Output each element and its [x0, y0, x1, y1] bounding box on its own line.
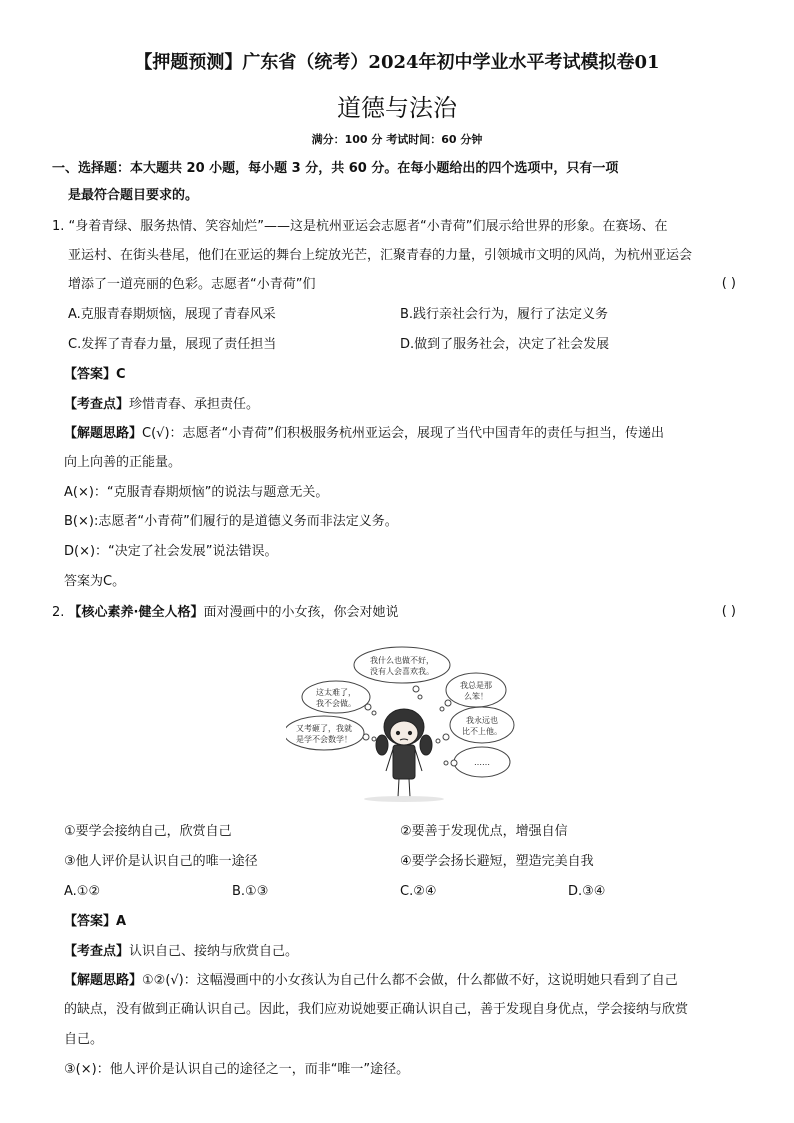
section-heading-line-2: 是最符合题目要求的。 [68, 188, 199, 203]
q1-analysis-line-2: 向上向善的正能量。 [64, 455, 182, 470]
bubble-6-text: …… [474, 758, 490, 767]
ground-shadow [364, 796, 444, 802]
q1-option-a: A.克服青春期烦恼，展现了青春风采 [68, 307, 276, 322]
q1-point-text: 珍惜青春、承担责任。 [129, 397, 260, 412]
q1-stem-line-1: 1. “身着青绿、服务热情、笑容灿烂”——这是杭州亚运会志愿者“小青荷”们展示给世界的形象。在赛场、在 [52, 219, 668, 234]
thought-bubble-4 [286, 716, 364, 750]
q2-option-b: B.①③ [232, 884, 269, 899]
q2-analysis-line-3: 自己。 [64, 1032, 104, 1047]
q1-option-d-analysis: D(×)：“决定了社会发展”说法错误。 [64, 544, 278, 559]
q2-stem-text: 面对漫画中的小女孩，你会对她说 [203, 605, 399, 620]
section-heading-line-1: 一、选择题：本大题共 20 小题，每小题 3 分，共 60 分。在每小题给出的四个选项中，只有一项 [52, 161, 619, 176]
q2-analysis-line-1 [64, 972, 678, 990]
bubble-2-line-1: 这太难了， [316, 688, 356, 697]
q1-stem-line-3: 增添了一道亮丽的色彩。志愿者“小青荷”们 [68, 277, 316, 292]
q2-point-label: 【考查点】 [64, 944, 130, 959]
bubble-5-line-2: 比不上他。 [462, 727, 502, 736]
q2-answer-paren: ( ) [721, 604, 736, 619]
q2-statement-2: ②要善于发现优点，增强自信 [400, 824, 568, 839]
q2-option-d: D.③④ [568, 884, 606, 899]
q1-option-b: B.践行亲社会行为，履行了法定义务 [400, 307, 609, 322]
bubble-3-line-2: 么笨！ [464, 692, 488, 701]
q2-statement-1: ①要学会接纳自己，欣赏自己 [64, 824, 232, 839]
q1-answer: 【答案】C [64, 367, 126, 382]
thought-bubble-2 [302, 681, 370, 713]
q1-option-b-analysis: B(×):志愿者“小青荷”们履行的是道德义务而非法定义务。 [64, 514, 398, 529]
bubble-4-line-1: 又考砸了，我就 [296, 724, 352, 733]
girl-figure [376, 709, 432, 797]
bubble-2-line-2: 我不会做。 [316, 699, 356, 708]
exam-title: 【押题预测】广东省（统考）2024年初中学业水平考试模拟卷01 [134, 52, 660, 73]
q1-option-a-analysis: A(×)：“克服青春期烦恼”的说法与题意无关。 [64, 485, 329, 500]
q2-analysis-text: ①②(√)：这幅漫画中的小女孩认为自己什么都不会做，什么都做不好，这说明她只看到了自己 [142, 973, 678, 988]
q2-point [64, 943, 298, 961]
q1-answer-paren: ( ) [721, 276, 736, 291]
q2-stem [52, 604, 399, 622]
girl-cartoon-illustration [286, 645, 522, 805]
q1-analysis-line-1 [64, 425, 664, 443]
bubble-1-line-1: 我什么也做不好， [370, 656, 434, 665]
thought-bubble-1 [354, 647, 450, 683]
q2-number: 2. [52, 605, 69, 620]
q2-tag: 【核心素养·健全人格】 [68, 605, 204, 620]
bubble-4-line-2: 是学不会数学！ [296, 735, 352, 744]
q2-option-a: A.①② [64, 884, 101, 899]
bubble-5-line-1: 我永远也 [466, 716, 498, 725]
thought-bubble-3 [446, 673, 506, 707]
q2-analysis-label: 【解题思路】 [64, 973, 143, 988]
q2-option-c: C.②④ [400, 884, 437, 899]
q1-final-answer: 答案为C。 [64, 574, 126, 589]
q1-point-label: 【考查点】 [64, 397, 130, 412]
bubble-3-line-1: 我总是那 [460, 681, 492, 690]
q2-statement-3: ③他人评价是认识自己的唯一途径 [64, 854, 258, 869]
q2-answer: 【答案】A [64, 914, 127, 929]
thought-bubble-5 [450, 707, 514, 743]
exam-meta: 满分：100 分 考试时间：60 分钟 [311, 133, 483, 146]
q1-analysis-label: 【解题思路】 [64, 426, 143, 441]
q1-point [64, 396, 259, 414]
q1-option-c: C.发挥了青春力量，展现了责任担当 [68, 337, 277, 352]
q2-point-text: 认识自己、接纳与欣赏自己。 [129, 944, 299, 959]
q1-analysis-text: C(√)：志愿者“小青荷”们积极服务杭州亚运会，展现了当代中国青年的责任与担当，传递出 [142, 426, 664, 441]
q2-statement-4: ④要学会扬长避短，塑造完美自我 [400, 854, 594, 869]
subject-title: 道德与法治 [337, 94, 457, 122]
q2-statement-3-analysis: ③(×)：他人评价是认识自己的途径之一，而非“唯一”途径。 [64, 1062, 410, 1077]
q1-stem-line-2: 亚运村、在街头巷尾，他们在亚运的舞台上绽放光芒，汇聚青春的力量，引领城市文明的风尚，为杭州亚运会 [68, 248, 693, 263]
bubble-1-line-2: 没有人会喜欢我。 [370, 667, 434, 676]
q2-analysis-line-2: 的缺点，没有做到正确认识自己。因此，我们应劝说她要正确认识自己，善于发现自身优点，学会接纳与欣赏 [64, 1002, 689, 1017]
q1-option-d: D.做到了服务社会，决定了社会发展 [400, 337, 610, 352]
